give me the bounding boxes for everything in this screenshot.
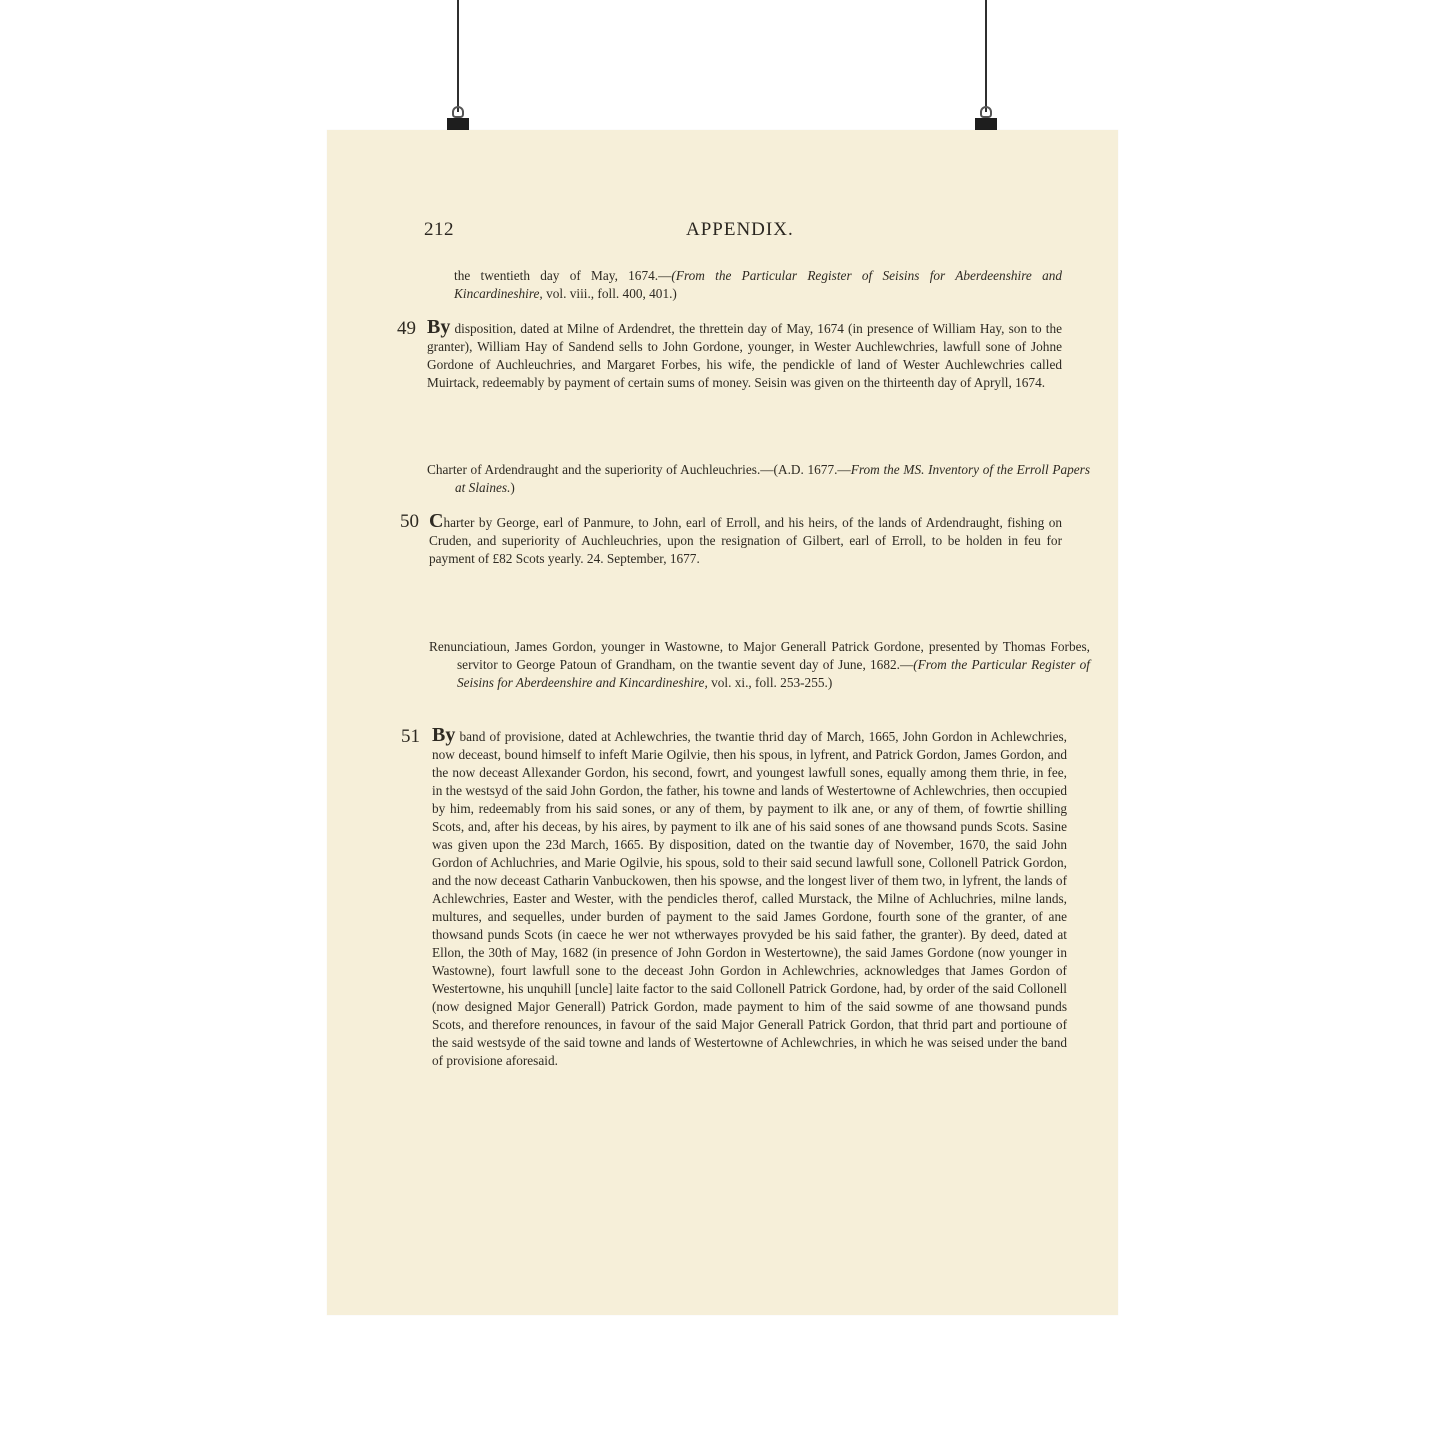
page-number: 212	[424, 219, 454, 240]
renunciation-heading-text: Renunciatioun, James Gordon, younger in Wastowne, to Major Generall Patrick Gordone, presented by Thomas Forbes, servitor to George Patoun of Grandham, on the twantie sevent day of June, 1682.—	[429, 639, 1090, 672]
entry-51-text: band of provisione, dated at Achlewchries, the twantie thrid day of March, 1665, John Gordon in Achlewchries, now deceast, bound himself to infeft Marie Ogilvie, then his spous, in lyfrent, and Patrick Gordon, James Gordon, and the now deceast Allexander Gordon, his second, fowrt, and youngest lawfull sones, equally among them thrie, in fee, in the westsyd of the said John Gordon, the father, his towne and lands of Westertowne of Achlewchries, then occupied by him, redeemably from his said sones, or any of them, by payment to ilk ane, or any of them, of fowrtie shilling Scots, and, after his deceas, by his aires, by payment to ilk ane of his said sones of ane thowsand punds Scots. Sasine was given upon the 23d March, 1665. By disposition, dated on the twantie day of November, 1670, the said John Gordon of Achluchries, and Marie Ogilvie, his spous, sold to their said secund lawfull sone, Collonell Patrick Gordon, and the now deceast Catharin Vanbuckowen, then his spowse, and the longest liver of them two, in lyfrent, the lands of Achlewchries, Easter and Wester, with the pendicles therof, called Murstack, the Milne of Achluchries, milne lands, multures, and sequelles, under burden of payment to the said James Gordone, fourth sone of the granter, of ane thowsand punds Scots (in caece he wer not wtherwayes provyded be his said father, the granter). By deed, dated at Ellon, the 30th of May, 1682 (in presence of John Gordon in Westertowne), the said James Gordone (now younger in Wastowne), fourt lawfull sone to the deceast John Gordon in Achlewchries, acknowledges that James Gordon of Westertowne, his unquhill [uncle] laite factor to the said Collonell Patrick Gordone, had, by order of the said Collonell (now designed Major Generall) Patrick Gordon, made payment to him of the said sowme of ane thowsand punds Scots, and therefore renounces, in favour of the said Major Generall Patrick Gordon, that thrid part and portioune of the said westsyde of the said towne and lands of Westertowne of Achlewchries, in which he was seised under the band of provisione aforesaid.	[432, 729, 1067, 1068]
entry-49-initial: By	[427, 316, 451, 338]
charter-heading	[427, 461, 1090, 497]
continuation-source: (From the Particular Register of Seisins for Aberdeenshire and Kincardineshire,	[454, 268, 1063, 301]
right-hanging-wire	[985, 0, 987, 112]
page-header	[424, 219, 1064, 249]
entry-49-paragraph	[427, 318, 1062, 392]
continuation-text: the twentieth day of May, 1674.—	[454, 268, 672, 283]
entry-number-50: 50	[400, 511, 419, 532]
entry-50-text: harter by George, earl of Panmure, to John, earl of Erroll, and his heirs, of the lands of Ardendraught, fishing on Cruden, and superiority of Auchleuchries, upon the resignation of Gilbert, earl of Erroll, to be holden in feu for payment of £82 Scots yearly. 24. September, 1677.	[429, 515, 1062, 566]
entry-number-51: 51	[401, 726, 420, 747]
left-hanging-wire	[457, 0, 459, 112]
continuation-tail: vol. viii., foll. 400, 401.)	[542, 286, 677, 301]
renunciation-heading-source: (From the Particular Register of Seisins for Aberdeenshire and Kincardineshire,	[457, 657, 1090, 690]
continuation-paragraph	[454, 267, 1062, 303]
entry-51-initial: By	[432, 724, 456, 746]
entry-number-49: 49	[397, 318, 416, 339]
entry-51-paragraph	[432, 726, 1067, 1070]
poster-page	[327, 130, 1118, 1315]
renunciation-heading-tail: vol. xi., foll. 253-255.)	[707, 675, 833, 690]
renunciation-heading	[429, 638, 1090, 692]
charter-heading-text: Charter of Ardendraught and the superiority of Auchleuchries.—(A.D. 1677.—	[427, 462, 851, 477]
charter-heading-source: From the MS. Inventory of the Erroll Papers at Slaines.	[455, 462, 1090, 495]
running-head: APPENDIX.	[686, 219, 794, 240]
charter-heading-tail: )	[510, 480, 515, 495]
entry-50-initial: C	[429, 510, 444, 532]
entry-50-paragraph	[429, 512, 1062, 568]
entry-49-text: disposition, dated at Milne of Ardendret, the threttein day of May, 1674 (in presence of William Hay, son to the granter), William Hay of Sandend sells to John Gordone, younger, in Wester Auchlewchries, lawfull sone of Johne Gordone of Auchleuchries, and Margaret Forbes, his wife, the pendickle of land of Wester Auchlewchries called Muirtack, redeemably by payment of certain sums of money. Seisin was given on the thirteenth day of Apryll, 1674.	[427, 321, 1062, 390]
